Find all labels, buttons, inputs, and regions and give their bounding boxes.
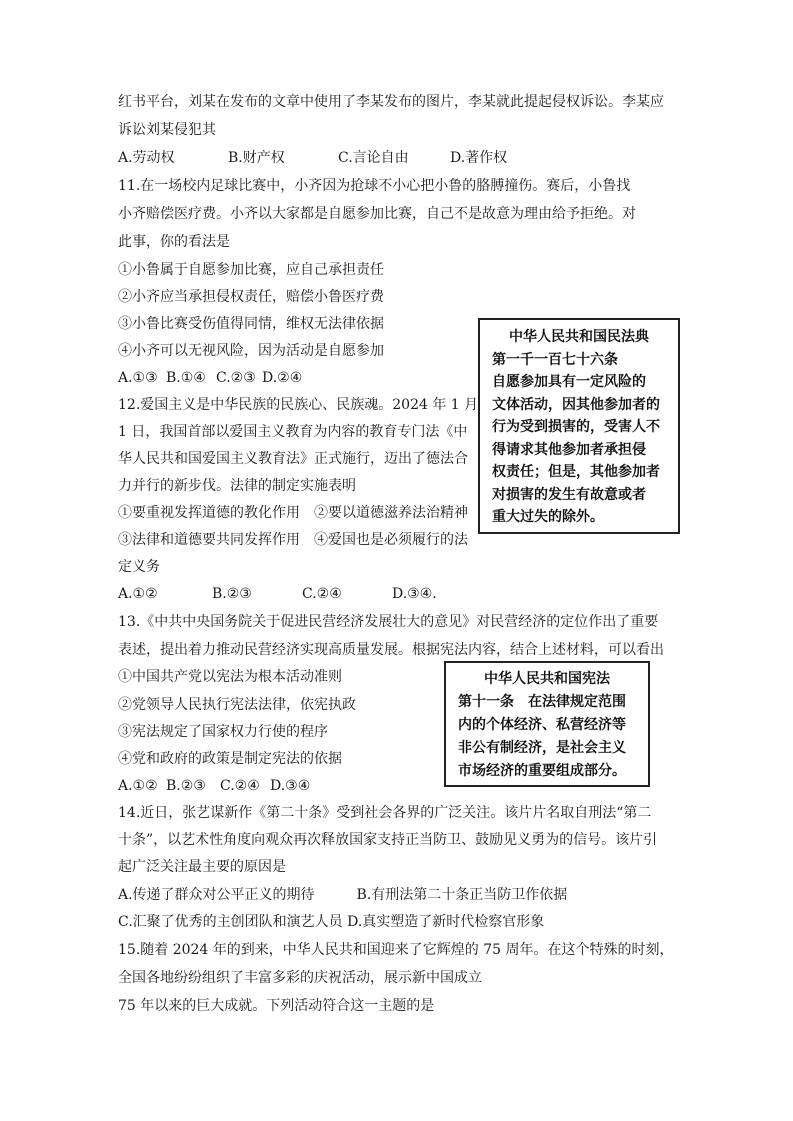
q13-option-a: A.①② [118,778,158,794]
q13-item-1: ①中国共产党以宪法为根本活动准则 [118,669,342,685]
q10-stem-line-1: 红书平台，刘某在发布的文章中使用了李某发布的图片，李某就此提起侵权诉讼。李某应 [118,94,664,110]
civil-code-line-5: 得请求其他参加者承担侵 [492,441,646,458]
civil-code-line-8: 重大过失的除外。 [492,509,604,525]
q12-stem-line-1: 12.爱国主义是中华民族的民族心、民族魂。2024 年 1 月 [118,397,479,413]
constitution-line-4: 市场经济的重要组成部分。 [458,763,626,779]
q13-option-c: C.②④ [220,778,260,794]
q13-item-4: ④党和政府的政策是制定宪法的依据 [118,751,342,767]
q10-option-a: A.劳动权 [118,150,175,166]
q12-items-line-3: 定义务 [118,559,160,575]
q13-option-b: B.②③ [166,778,206,794]
q11-stem-line-2: 小齐赔偿医疗费。小齐以大家都是自愿参加比赛，自己不是故意为理由给予拒绝。对 [118,206,636,222]
q11-option-a: A.①③ [118,370,158,386]
q12-stem-line-2: 1 日，我国首部以爱国主义教育为内容的教育专门法《中 [118,424,468,440]
q12-option-a: A.①② [118,586,158,602]
q12-stem-line-4: 力并行的新步伐。法律的制定实施表明 [118,478,356,494]
constitution-title: 中华人民共和国宪法 [484,671,610,687]
q12-option-d: D.③④. [392,586,437,602]
q13-item-2: ②党领导人民执行宪法法律，依宪执政 [118,697,356,713]
q11-item-4: ④小齐可以无视风险，因为活动是自愿参加 [118,343,384,359]
q13-stem-line-2: 表述，提出着力推动民营经济实现高质量发展。根据宪法内容，结合上述材料，可以看出 [118,642,664,658]
q10-option-d: D.著作权 [450,150,508,166]
q13-item-3: ③宪法规定了国家权力行使的程序 [118,724,328,740]
q12-option-b: B.②③ [212,586,252,602]
q15-stem-line-2: 全国各地纷纷组织了丰富多彩的庆祝活动，展示新中国成立 [118,970,482,986]
constitution-line-2: 内的个体经济、私营经济等 [458,717,626,733]
q12-options [118,584,437,604]
q13-stem-line-1: 13.《中共中央国务院关于促进民营经济发展壮大的意见》对民营经济的定位作出了重要 [118,614,659,630]
constitution-line-1: 第十一条 在法律规定范围 [458,694,626,710]
q10-options [118,148,507,168]
q11-option-b: B.①④ [166,370,206,386]
q14-stem-line-2: 十条”，以艺术性角度向观众再次释放国家支持正当防卫、鼓励见义勇为的信号。该片引 [118,832,658,848]
constitution-line-3: 非公有制经济，是社会主义 [458,740,626,756]
q11-stem-line-1: 11.在一场校内足球比赛中，小齐因为抢球不小心把小鲁的胳膊撞伤。赛后，小鲁找 [118,178,631,194]
q12-items-line-1: ①要重视发挥道德的教化作用 ②要以道德滋养法治精神 [118,505,468,521]
q10-stem-line-2: 诉讼刘某侵犯其 [118,122,216,138]
q11-option-d: D.②④ [262,370,303,386]
q11-option-c: C.②③ [216,370,256,386]
q11-item-2: ②小齐应当承担侵权责任，赔偿小鲁医疗费 [118,289,384,305]
q13-options [118,776,310,796]
q12-stem-line-3: 华人民共和国爱国主义教育法》正式施行，迈出了德法合 [118,451,468,467]
q11-options [118,368,302,388]
civil-code-line-1: 第一千一百七十六条 [492,351,618,368]
civil-code-line-7: 对损害的发生有故意或者 [492,486,646,503]
civil-code-line-2: 自愿参加具有一定风险的 [492,374,646,390]
civil-code-title: 中华人民共和国民法典 [509,329,649,345]
civil-code-excerpt-box [478,318,680,534]
q11-item-3: ③小鲁比赛受伤值得同情，维权无法律依据 [118,316,384,332]
q14-options-line-1: A.传递了群众对公平正义的期待 B.有刑法第二十条正当防卫作依据 [118,887,568,903]
civil-code-line-3: 文体活动，因其他参加者的 [492,396,660,413]
q10-option-b: B.财产权 [228,150,285,166]
q15-stem-line-3: 75 年以来的巨大成就。下列活动符合这一主题的是 [118,998,435,1014]
q15-stem-line-1: 15.随着 2024 年的到来，中华人民共和国迎来了它辉煌的 75 周年。在这个特殊的时刻， [118,942,674,958]
q12-items-line-2: ③法律和道德要共同发挥作用 ④爱国也是必须履行的法 [118,532,468,548]
q10-option-c: C.言论自由 [338,150,409,166]
q11-stem-line-3: 此事，你的看法是 [118,234,230,250]
q14-stem-line-1: 14.近日，张艺谋新作《第二十条》受到社会各界的广泛关注。该片片名取自刑法“第二 [118,805,652,821]
q14-stem-line-3: 起广泛关注最主要的原因是 [118,859,286,875]
civil-code-line-4: 行为受到损害的，受害人不 [492,419,660,435]
q14-options-line-2: C.汇聚了优秀的主创团队和演艺人员 D.真实塑造了新时代检察官形象 [118,914,545,930]
civil-code-line-6: 权责任；但是，其他参加者 [492,464,660,480]
q11-item-1: ①小鲁属于自愿参加比赛，应自己承担责任 [118,262,384,278]
constitution-excerpt-box [444,661,650,787]
q13-option-d: D.③④ [270,778,311,794]
q12-option-c: C.②④ [302,586,342,602]
